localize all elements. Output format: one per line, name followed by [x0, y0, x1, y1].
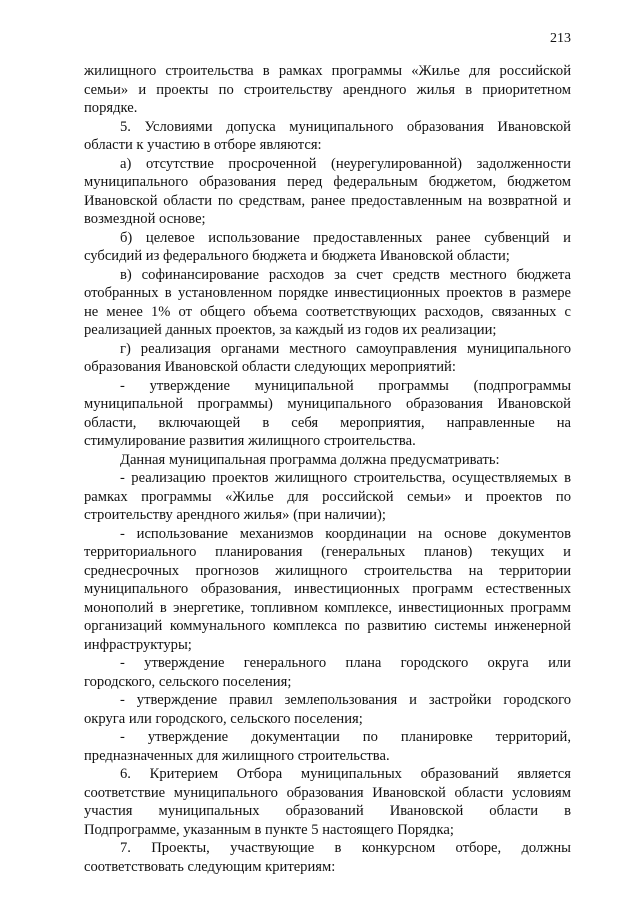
text-line: г) реализация органами местного самоуправления муниципального	[120, 340, 571, 357]
text-line: не менее 1% от общего объема соответствующих расходов, связанных с	[84, 303, 571, 320]
text-line: среднесрочных прогнозов жилищного строительства на территории	[84, 562, 571, 579]
text-line: отобранных в установленном порядке инвестиционных проектов в размере	[84, 285, 571, 301]
text-line: Ивановской области по средствам, ранее предоставленным на возвратной и	[84, 192, 571, 209]
text-line: - реализацию проектов жилищного строительства, осуществляемых в	[120, 470, 571, 486]
text-line: 7. Проекты, участвующие в конкурсном отборе, должны	[120, 840, 571, 856]
text-line: стимулирование развития жилищного строительства.	[84, 433, 416, 449]
text-line: муниципального образования перед федеральным бюджетом, бюджетом	[84, 174, 571, 190]
text-line: инфраструктуры;	[84, 636, 192, 653]
text-line: соответствие муниципального образования Ивановской области условиям	[84, 784, 571, 801]
text-line: б) целевое использование предоставленных ранее субвенций и	[120, 229, 571, 246]
text-line: монополий в энергетике, топливном комплексе, инвестиционных программ	[84, 599, 571, 616]
text-line: - утверждение генерального плана городского округа или	[120, 655, 571, 671]
body-text	[84, 62, 571, 876]
text-line: строительству арендного жилья» (при наличии);	[84, 507, 386, 523]
text-line: городского, сельского поселения;	[84, 673, 292, 690]
text-line: участия муниципальных образований Ивановской области в	[84, 803, 571, 819]
text-line: Подпрограмме, указанным в пункте 5 настоящего Порядка;	[84, 821, 454, 838]
text-line: области к участию в отборе являются:	[84, 137, 322, 153]
text-line: порядке.	[84, 100, 138, 116]
text-line: области, включающей в себя мероприятия, направленные на	[84, 414, 571, 431]
text-line: возмездной основе;	[84, 211, 206, 227]
text-line: территориального планирования (генеральных планов) текущих и	[84, 544, 571, 560]
text-line: - утверждение правил землепользования и застройки городского	[120, 692, 571, 708]
page-number: 213	[550, 31, 571, 46]
text-line: - утверждение документации по планировке территорий,	[120, 729, 571, 745]
text-line: 5. Условиями допуска муниципального образования Ивановской	[120, 118, 571, 135]
text-line: организаций коммунального комплекса по развитию системы инженерной	[84, 618, 571, 634]
text-line: 6. Критерием Отбора муниципальных образований является	[120, 766, 571, 782]
text-line: субсидий из федерального бюджета и бюджета Ивановской области;	[84, 248, 510, 264]
text-line: реализацией данных проектов, за каждый из годов их реализации;	[84, 322, 497, 338]
text-line: Данная муниципальная программа должна предусматривать:	[120, 451, 500, 468]
text-line: соответствовать следующим критериям:	[84, 858, 336, 875]
text-line: округа или городского, сельского поселения;	[84, 710, 363, 727]
text-line: образования Ивановской области следующих мероприятий:	[84, 359, 456, 375]
text-line: муниципальной программы) муниципального образования Ивановской	[84, 396, 571, 412]
text-line: - утверждение муниципальной программы (подпрограммы	[120, 377, 571, 394]
text-line: а) отсутствие просроченной (неурегулированной) задолженности	[120, 155, 571, 172]
text-line: муниципального образования, инвестиционных программ естественных	[84, 581, 571, 597]
text-line: семьи» и проекты по строительству арендного жилья в приоритетном	[84, 81, 571, 98]
text-line: рамках программы «Жилье для российской семьи» и проектов по	[84, 488, 571, 505]
text-line: предназначенных для жилищного строительства.	[84, 747, 390, 764]
text-line: жилищного строительства в рамках программы «Жилье для российской	[84, 63, 571, 79]
text-line: в) софинансирование расходов за счет средств местного бюджета	[120, 266, 571, 283]
text-line: - использование механизмов координации на основе документов	[120, 525, 571, 542]
